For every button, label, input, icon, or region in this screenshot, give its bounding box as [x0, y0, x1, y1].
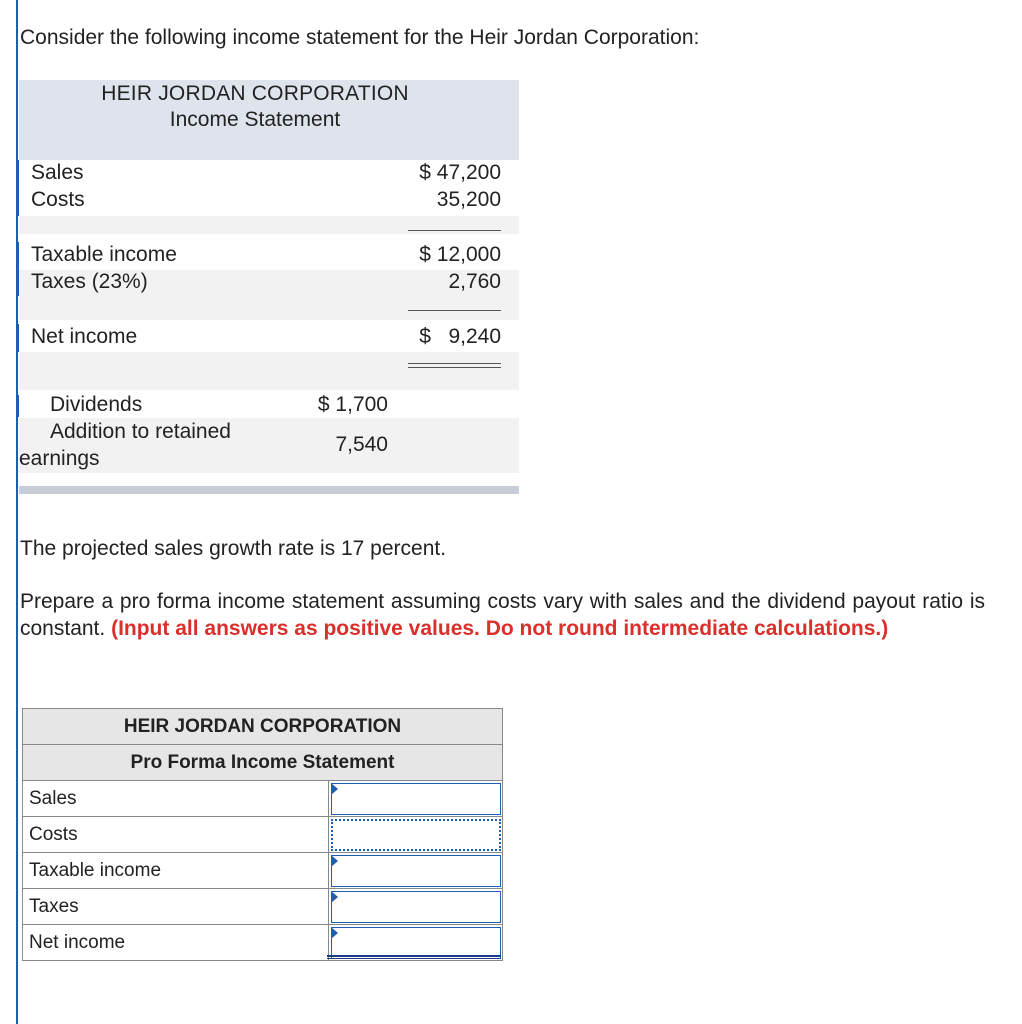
pro-forma-title: Pro Forma Income Statement [23, 745, 502, 781]
taxable-income-input[interactable] [331, 855, 501, 887]
spacer-band [19, 352, 519, 390]
sales-input[interactable] [331, 783, 501, 815]
given-label-retained-line1: Addition to retained [50, 420, 231, 443]
instructions-text [20, 588, 985, 642]
instructions-note: (Input all answers as positive values. Do not round intermediate calculations.) [111, 617, 889, 640]
given-value-retained: 7,540 [335, 433, 388, 456]
pro-forma-cell [328, 853, 502, 889]
given-value-sales: $ 47,200 [419, 161, 501, 184]
spacer-band [19, 296, 519, 320]
given-label-taxes: Taxes (23%) [31, 270, 148, 293]
input-flag-icon [331, 855, 338, 867]
total-double-underline-bottom [408, 367, 501, 368]
pro-forma-cell [328, 781, 502, 817]
pro-forma-label: Sales [29, 788, 77, 809]
given-value-dividends: $ 1,700 [317, 393, 388, 416]
given-value-net-income: $ 9,240 [419, 325, 501, 348]
given-value-costs: 35,200 [436, 188, 501, 211]
given-label-net-income: Net income [31, 325, 138, 348]
statement-company: HEIR JORDAN CORPORATION [101, 82, 409, 105]
row-marker [16, 242, 19, 296]
taxes-input[interactable] [331, 891, 501, 923]
pro-forma-label: Costs [29, 824, 78, 845]
pro-forma-row-sales [23, 781, 502, 817]
costs-input[interactable] [331, 819, 501, 851]
subtotal-underline [408, 230, 501, 231]
pro-forma-label: Taxes [29, 896, 79, 917]
pro-forma-cell [328, 889, 502, 925]
given-value-taxes: 2,760 [448, 270, 501, 293]
row-marker [16, 395, 19, 417]
statement-title: Income Statement [169, 108, 341, 131]
pro-forma-table [22, 708, 503, 961]
pro-forma-row-costs [23, 817, 502, 853]
total-double-underline-top [408, 363, 501, 364]
pro-forma-cell [328, 817, 502, 853]
pro-forma-company: HEIR JORDAN CORPORATION [23, 709, 502, 745]
pro-forma-row-taxes [23, 889, 502, 925]
spacer-band [19, 216, 519, 234]
statement-header [19, 80, 519, 160]
given-label-dividends: Dividends [50, 393, 143, 416]
statement-footer-bar [19, 486, 519, 494]
row-marker [16, 160, 19, 216]
given-label-sales: Sales [31, 161, 84, 184]
input-flag-icon [331, 891, 338, 903]
question-intro: Consider the following income statement for the Heir Jordan Corporation: [20, 26, 700, 49]
input-flag-icon [331, 927, 338, 939]
given-label-costs: Costs [31, 188, 85, 211]
subtotal-underline [408, 310, 501, 311]
pro-forma-row-taxable-income [23, 853, 502, 889]
instructions-main: Prepare a pro forma income statement assuming costs vary with sales and the dividend payout ratio is constant. [20, 590, 985, 640]
given-label-taxable-income: Taxable income [31, 243, 177, 266]
pro-forma-label: Taxable income [29, 860, 162, 881]
net-income-double-underline [327, 955, 501, 959]
given-income-statement [16, 80, 519, 494]
given-value-taxable-income: $ 12,000 [419, 243, 501, 266]
pro-forma-label: Net income [29, 932, 126, 953]
input-flag-icon [331, 783, 338, 795]
given-label-retained-line2: earnings [19, 447, 100, 470]
row-marker [16, 324, 19, 352]
growth-rate-text: The projected sales growth rate is 17 percent. [20, 537, 447, 560]
